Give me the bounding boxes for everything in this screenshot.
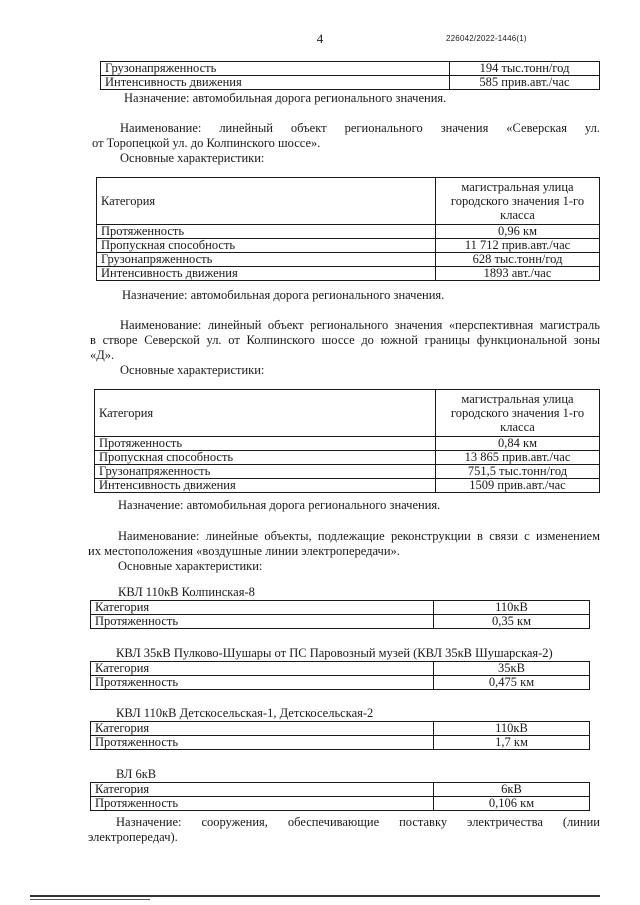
- table-row: [97, 225, 600, 239]
- row-label: Протяженность: [95, 437, 436, 451]
- table-row: [101, 62, 600, 76]
- section2-chars-label: Основные характеристики:: [120, 363, 265, 377]
- row-value: 628 тыс.тонн/год: [436, 253, 600, 267]
- row-value: 0,106 км: [434, 797, 590, 811]
- row-value: 1509 прив.авт./час: [436, 479, 600, 493]
- power-line-table: [90, 721, 590, 750]
- section3-purpose-line1: Назначение: сооружения, обеспечивающие поставку электричества (линии: [116, 815, 600, 829]
- power-line-table: [90, 661, 590, 690]
- section1-chars-label: Основные характеристики:: [120, 151, 265, 165]
- row-value: 110кВ: [434, 601, 590, 615]
- section2-table: [94, 389, 600, 493]
- power-line-title: КВЛ 35кВ Пулково-Шушары от ПС Паровозный музей (КВЛ 35кВ Шушарская-2): [116, 646, 553, 660]
- row-label: Категория: [91, 662, 434, 676]
- row-label: Интенсивность движения: [95, 479, 436, 493]
- footer-divider: [30, 895, 600, 897]
- document-number: 226042/2022-1446(1): [446, 34, 527, 43]
- purpose-text: Назначение: автомобильная дорога регионального значения.: [124, 91, 447, 105]
- section3-name-line2: их местоположения «воздушные линии электропередачи».: [88, 544, 400, 558]
- table-row: [91, 736, 590, 750]
- table-row: [95, 451, 600, 465]
- table-row: [95, 465, 600, 479]
- power-line-table: [90, 600, 590, 629]
- power-line-title: КВЛ 110кВ Колпинская-8: [118, 585, 255, 599]
- row-label: Категория: [91, 601, 434, 615]
- table-row: [91, 783, 590, 797]
- table-row: [97, 253, 600, 267]
- section3-chars-label: Основные характеристики:: [118, 559, 263, 573]
- table-row: [95, 437, 600, 451]
- section2-name-line3: «Д».: [90, 348, 115, 362]
- row-label: Пропускная способность: [97, 239, 436, 253]
- row-label: Пропускная способность: [95, 451, 436, 465]
- page-number: 4: [316, 31, 324, 46]
- section2-name-line1: Наименование: линейный объект регионального значения «перспективная магистраль: [120, 318, 600, 332]
- table-row: [95, 479, 600, 493]
- section1-name-line1: Наименование: линейный объект регионального значения «Северская ул.: [120, 121, 600, 135]
- row-value: 0,35 км: [434, 615, 590, 629]
- category-value: магистральная улица городского значения 1-го класса: [436, 178, 600, 225]
- row-value: 0,96 км: [436, 225, 600, 239]
- section2-purpose: Назначение: автомобильная дорога регионального значения.: [118, 498, 441, 512]
- table-row: [91, 662, 590, 676]
- category-label: Категория: [97, 178, 436, 225]
- row-value: 6кВ: [434, 783, 590, 797]
- row-label: Протяженность: [91, 797, 434, 811]
- section1-table: [96, 177, 600, 281]
- row-label: Протяженность: [97, 225, 436, 239]
- table-row: [101, 76, 600, 90]
- table-row: [91, 601, 590, 615]
- row-label: Категория: [91, 783, 434, 797]
- row-value: 13 865 прив.авт./час: [436, 451, 600, 465]
- row-label: Грузонапряженность: [95, 465, 436, 479]
- row-label: Интенсивность движения: [101, 76, 450, 90]
- row-value: 751,5 тыс.тонн/год: [436, 465, 600, 479]
- row-value: 35кВ: [434, 662, 590, 676]
- table-row: [97, 178, 600, 225]
- row-label: Грузонапряженность: [97, 253, 436, 267]
- section3-name-line1: Наименование: линейные объекты, подлежащие реконструкции в связи с изменением: [118, 529, 600, 543]
- power-line-table: [90, 782, 590, 811]
- section2-name-line2: в створе Северской ул. от Колпинского шоссе до южной границы функциональной зоны: [90, 333, 600, 347]
- power-line-title: ВЛ 6кВ: [116, 767, 157, 781]
- table-row: [97, 239, 600, 253]
- table-row: [91, 797, 590, 811]
- section1-name-line2: от Торопецкой ул. до Колпинского шоссе».: [92, 136, 321, 150]
- row-label: Протяженность: [91, 615, 434, 629]
- row-value: 0,84 км: [436, 437, 600, 451]
- row-value: 11 712 прив.авт./час: [436, 239, 600, 253]
- row-value: 194 тыс.тонн/год: [450, 62, 600, 76]
- row-value: 110кВ: [434, 722, 590, 736]
- section3-purpose-line2: электропередач).: [88, 830, 178, 844]
- table-row: [95, 390, 600, 437]
- row-label: Интенсивность движения: [97, 267, 436, 281]
- row-value: 1,7 км: [434, 736, 590, 750]
- table-continued: [100, 61, 600, 90]
- row-value: 585 прив.авт./час: [450, 76, 600, 90]
- power-line-title: КВЛ 110кВ Детскосельская-1, Детскосельская-2: [116, 706, 374, 720]
- row-label: Категория: [91, 722, 434, 736]
- category-label: Категория: [95, 390, 436, 437]
- category-value: магистральная улица городского значения 1-го класса: [436, 390, 600, 437]
- table-row: [91, 722, 590, 736]
- row-label: Протяженность: [91, 676, 434, 690]
- table-row: [91, 676, 590, 690]
- section1-purpose: Назначение: автомобильная дорога регионального значения.: [122, 288, 445, 302]
- row-label: Грузонапряженность: [101, 62, 450, 76]
- row-value: 1893 авт./час: [436, 267, 600, 281]
- row-label: Протяженность: [91, 736, 434, 750]
- footer-divider-short: [30, 899, 150, 900]
- table-row: [91, 615, 590, 629]
- row-value: 0,475 км: [434, 676, 590, 690]
- table-row: [97, 267, 600, 281]
